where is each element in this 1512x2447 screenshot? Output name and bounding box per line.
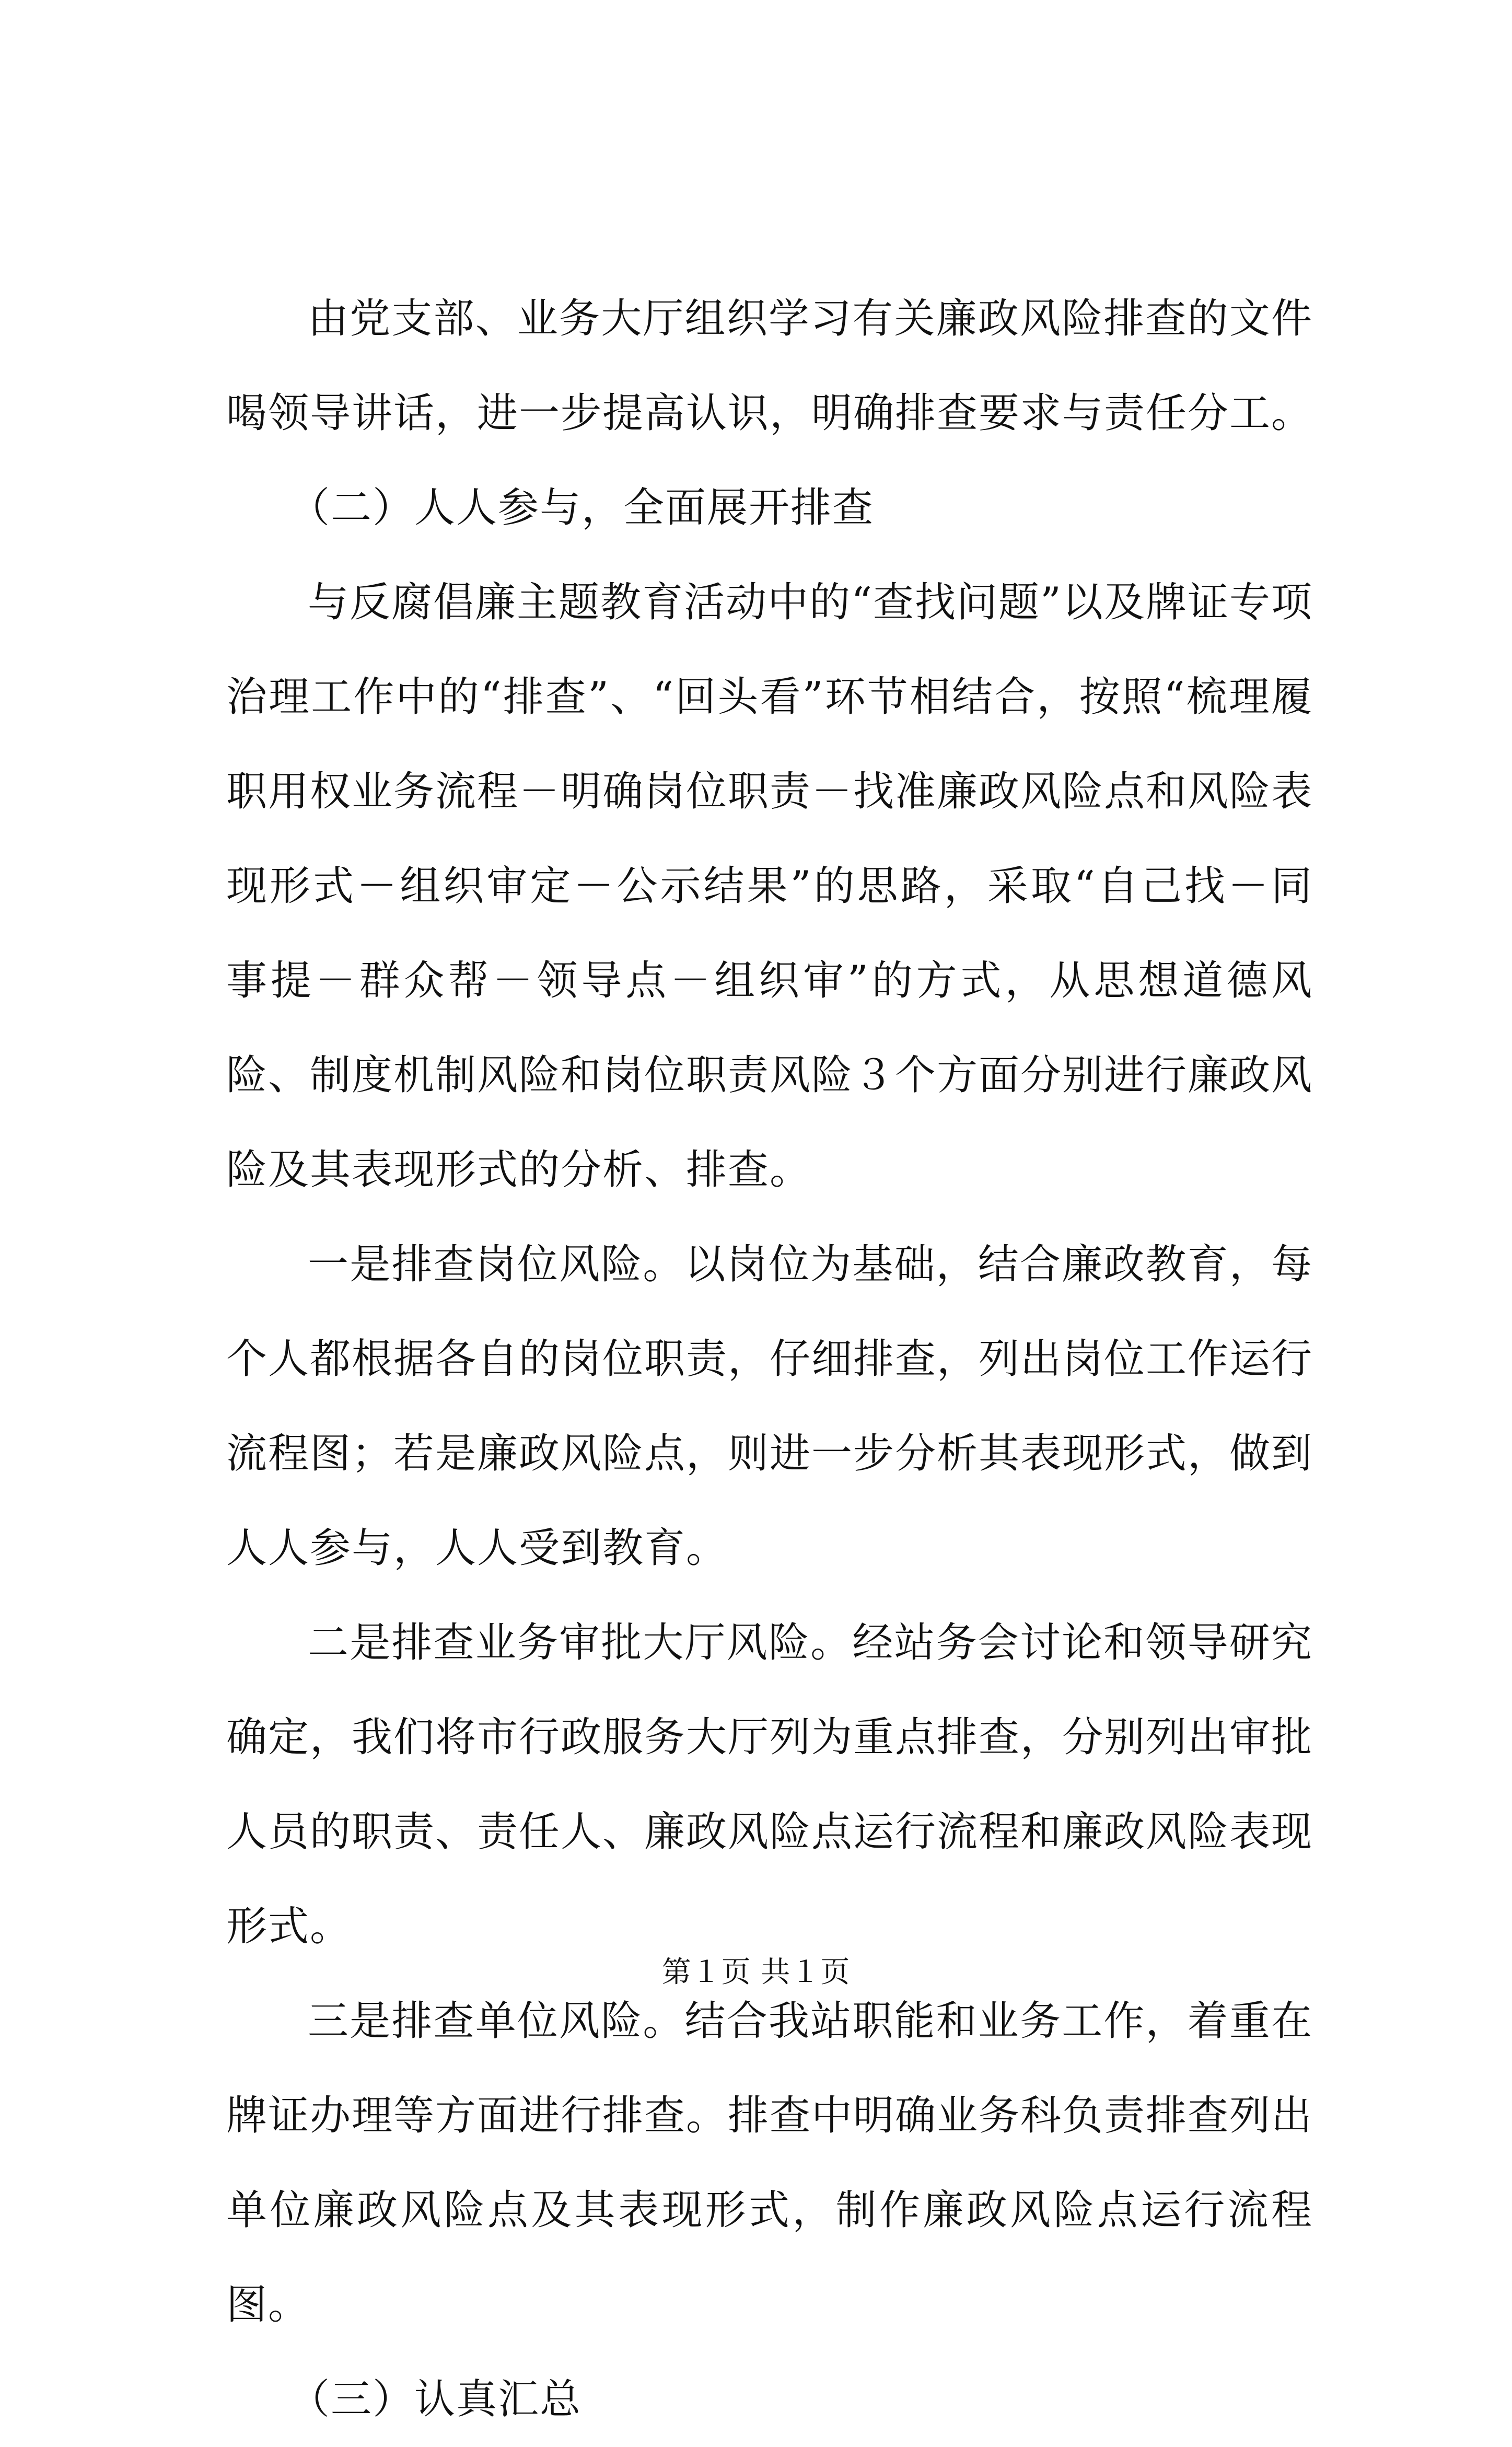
section-heading-3: （三）认真汇总 — [289, 2376, 582, 2423]
page-footer: 第１页 共１页 — [661, 1955, 851, 1989]
document-body — [226, 272, 1313, 2447]
paragraph-post-risk: 一是排查岗位风险。以岗位为基础，结合廉政教育，每个人都根据各自的岗位职责，仔细排查，列出岗位工作运行流程图；若是廉政风险点，则进一步分析其表现形式，做到人人参与，人人受到教育。 — [226, 1241, 1313, 1572]
paragraph-method: 与反腐倡廉主题教育活动中的“查找问题”以及牌证专项治理工作中的“排查”、“回头看”环节相结合，按照“梳理履职用权业务流程－明确岗位职责－找准廉政风险点和风险表现形式－组织审定－公示结果”的思路，采取“自己找－同事提－群众帮－领导点－组织审”的方式，从思想道德风险、制度机制风险和岗位职责风险３个方面分别进行廉政风险及其表现形式的分析、排查。 — [226, 579, 1313, 1193]
paragraph-hall-risk: 二是排查业务审批大厅风险。经站务会讨论和领导研究确定，我们将市行政服务大厅列为重点排查，分别列出审批人员的职责、责任人、廉政风险点运行流程和廉政风险表现形式。 — [226, 1619, 1313, 1950]
section-heading-2: （二）人人参与，全面展开排查 — [289, 484, 875, 531]
paragraph-unit-risk: 三是排查单位风险。结合我站职能和业务工作，着重在牌证办理等方面进行排查。排查中明确业务科负责排查列出单位廉政风险点及其表现形式，制作廉政风险点运行流程图。 — [226, 1998, 1313, 2328]
paragraph-intro: 由党支部、业务大厅组织学习有关廉政风险排查的文件喝领导讲话，进一步提高认识，明确排查要求与责任分工。 — [226, 295, 1313, 437]
